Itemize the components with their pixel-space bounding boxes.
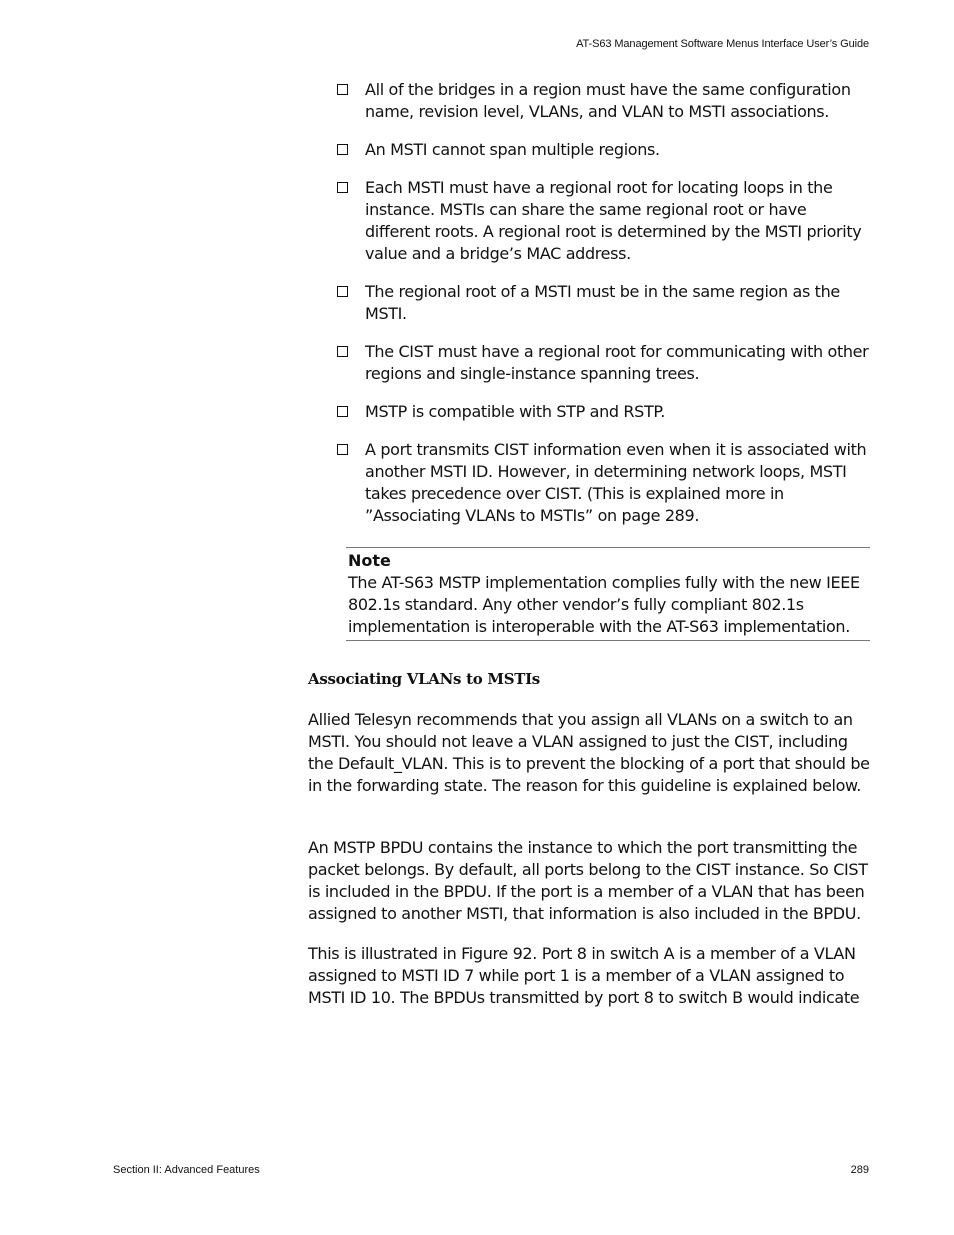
checkbox-bullet-icon	[337, 144, 348, 155]
paragraph: This is illustrated in Figure 92. Port 8 in switch A is a member of a VLAN assigned to MSTI ID 7 while port 1 is a member of a VLAN assigned to MSTI ID 10. The BPDUs transmitted by port 8 to switch B would indicate	[308, 944, 860, 1007]
list-item-text: A port transmits CIST information even when it is associated with another MSTI ID. However, in determining network loops, MSTI takes precedence over CIST. (This is explained more in ”Associating VLANs to MSTIs” on page 289.	[365, 440, 867, 525]
footer-section: Section II: Advanced Features	[113, 1164, 260, 1176]
page-number: 289	[850, 1164, 869, 1176]
list-item	[337, 281, 872, 325]
running-header: AT-S63 Management Software Menus Interface User’s Guide	[576, 38, 869, 50]
section-heading: Associating VLANs to MSTIs	[308, 670, 540, 688]
paragraph: An MSTP BPDU contains the instance to which the port transmitting the packet belongs. By default, all ports belong to the CIST instance. So CIST is included in the BPDU. If the port is a member of a VLAN that has been assigned to another MSTI, that information is also included in the BPDU.	[308, 838, 868, 923]
list-item-text: The regional root of a MSTI must be in the same region as the MSTI.	[365, 282, 840, 323]
checkbox-bullet-icon	[337, 346, 348, 357]
checkbox-bullet-icon	[337, 182, 348, 193]
list-item-text: MSTP is compatible with STP and RSTP.	[365, 402, 665, 421]
paragraph: Allied Telesyn recommends that you assign all VLANs on a switch to an MSTI. You should not leave a VLAN assigned to just the CIST, including the Default_VLAN. This is to prevent the blocking of a port that should be in the forwarding state. The reason for this guideline is explained below.	[308, 710, 870, 795]
note-box	[346, 547, 870, 641]
list-item-text: An MSTI cannot span multiple regions.	[365, 140, 660, 159]
requirements-list	[337, 79, 872, 543]
list-item	[337, 439, 872, 527]
list-item-text: The CIST must have a regional root for communicating with other regions and single-instance spanning trees.	[365, 342, 869, 383]
list-item-text: Each MSTI must have a regional root for locating loops in the instance. MSTIs can share the same regional root or have different roots. A regional root is determined by the MSTI priority value and a bridge’s MAC address.	[365, 178, 862, 263]
note-text: The AT-S63 MSTP implementation complies fully with the new IEEE 802.1s standard. Any other vendor’s fully compliant 802.1s implementation is interoperable with the AT-S63 implementation.	[348, 573, 860, 636]
note-title: Note	[348, 551, 391, 570]
checkbox-bullet-icon	[337, 286, 348, 297]
list-item-text: All of the bridges in a region must have the same configuration name, revision level, VLANs, and VLAN to MSTI associations.	[365, 80, 851, 121]
list-item	[337, 401, 872, 423]
checkbox-bullet-icon	[337, 84, 348, 95]
list-item	[337, 341, 872, 385]
checkbox-bullet-icon	[337, 406, 348, 417]
checkbox-bullet-icon	[337, 444, 348, 455]
list-item	[337, 177, 872, 265]
list-item	[337, 79, 872, 123]
list-item	[337, 139, 872, 161]
